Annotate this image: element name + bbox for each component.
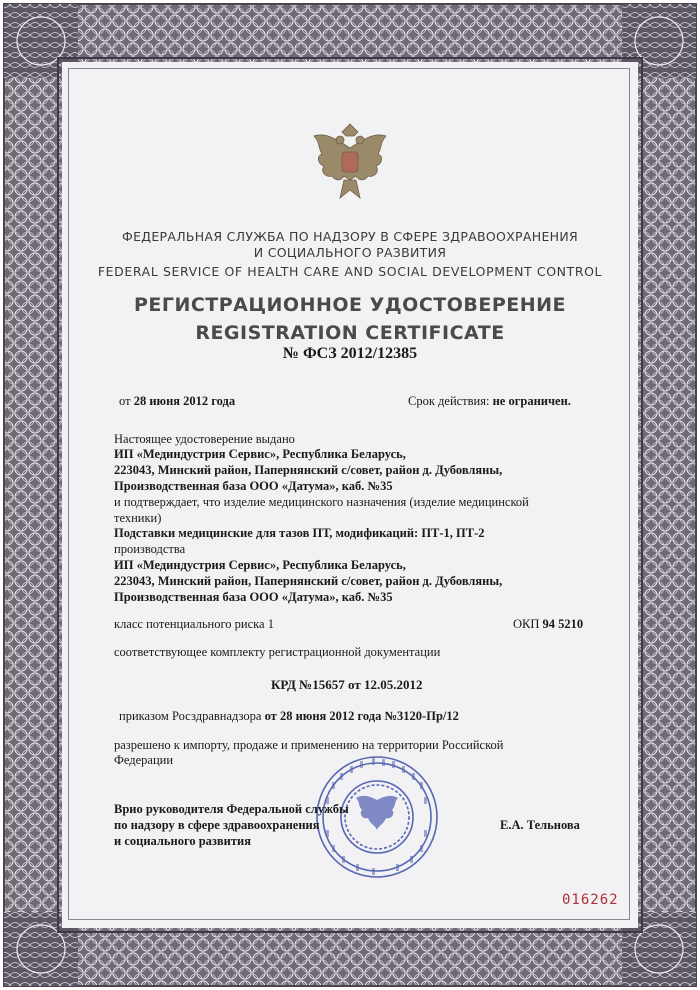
signatory-role-line-1: Врио руководителя Федеральной службы: [114, 802, 349, 816]
signatory-name: Е.А. Тельнова: [500, 818, 580, 832]
permit-line-2: Федерации: [114, 753, 174, 767]
holder-line-3: Производственная база ООО «Датума», каб. №35: [114, 479, 393, 493]
validity-label: Срок действия:: [408, 394, 490, 408]
issued-to-label: Настоящее удостоверение выдано: [114, 432, 295, 446]
agency-name-en: FEDERAL SERVICE OF HEALTH CARE AND SOCIAL DEVELOPMENT CONTROL: [97, 264, 603, 279]
confirms-line-2: техники): [114, 511, 162, 525]
issue-date: [119, 394, 235, 409]
issue-date-prefix: от: [119, 394, 131, 408]
issue-date-value: 28 июня 2012 года: [133, 394, 236, 408]
order-value: от 28 июня 2012 года №3120-Пр/12: [264, 709, 459, 723]
risk-class: класс потенциального риска 1: [114, 617, 274, 631]
produced-by-label: производства: [114, 542, 186, 556]
okp-label: ОКП: [513, 617, 540, 631]
validity-period: [408, 394, 571, 409]
permit-line-1: разрешено к импорту, продаже и применению на территории Российской: [114, 738, 504, 752]
signatory-role-line-3: и социального развития: [114, 834, 251, 848]
serial-number: 016262: [562, 892, 619, 908]
okp-value: 94 5210: [542, 617, 584, 631]
maker-line-3: Производственная база ООО «Датума», каб. №35: [114, 590, 393, 604]
holder-line-2: 223043, Минский район, Папернянский с/совет, район д. Дубовляны,: [114, 463, 503, 477]
maker-line-2: 223043, Минский район, Папернянский с/совет, район д. Дубовляны,: [114, 574, 503, 588]
signatory-role-line-2: по надзору в сфере здравоохранения: [114, 818, 320, 832]
maker-line-1: ИП «Мединдустрия Сервис», Республика Беларусь,: [114, 558, 406, 572]
certificate-title-ru: РЕГИСТРАЦИОННОЕ УДОСТОВЕРЕНИЕ: [133, 294, 567, 316]
conforms-text: соответствующее комплекту регистрационной документации: [114, 645, 441, 659]
order-reference: [119, 709, 459, 724]
okp-code: [513, 617, 583, 632]
product-name: Подставки медицинские для тазов ПТ, модификаций: ПТ-1, ПТ-2: [114, 526, 485, 540]
certificate-number: № ФСЗ 2012/12385: [282, 345, 418, 362]
official-seal-stamp: [312, 752, 442, 882]
holder-line-1: ИП «Мединдустрия Сервис», Республика Беларусь,: [114, 447, 406, 461]
order-prefix: приказом Росздравнадзора: [119, 709, 262, 723]
krd-reference: КРД №15657 от 12.05.2012: [271, 677, 423, 692]
certificate-title-en: REGISTRATION CERTIFICATE: [195, 322, 505, 344]
agency-name-ru-line2: И СОЦИАЛЬНОГО РАЗВИТИЯ: [253, 245, 447, 260]
agency-name-ru-line1: ФЕДЕРАЛЬНАЯ СЛУЖБА ПО НАДЗОРУ В СФЕРЕ ЗДРАВООХРАНЕНИЯ: [122, 229, 578, 244]
validity-value: не ограничен.: [492, 394, 571, 408]
confirms-line-1: и подтверждает, что изделие медицинского назначения (изделие медицинской: [114, 495, 529, 509]
double-headed-eagle-emblem: [308, 118, 392, 206]
